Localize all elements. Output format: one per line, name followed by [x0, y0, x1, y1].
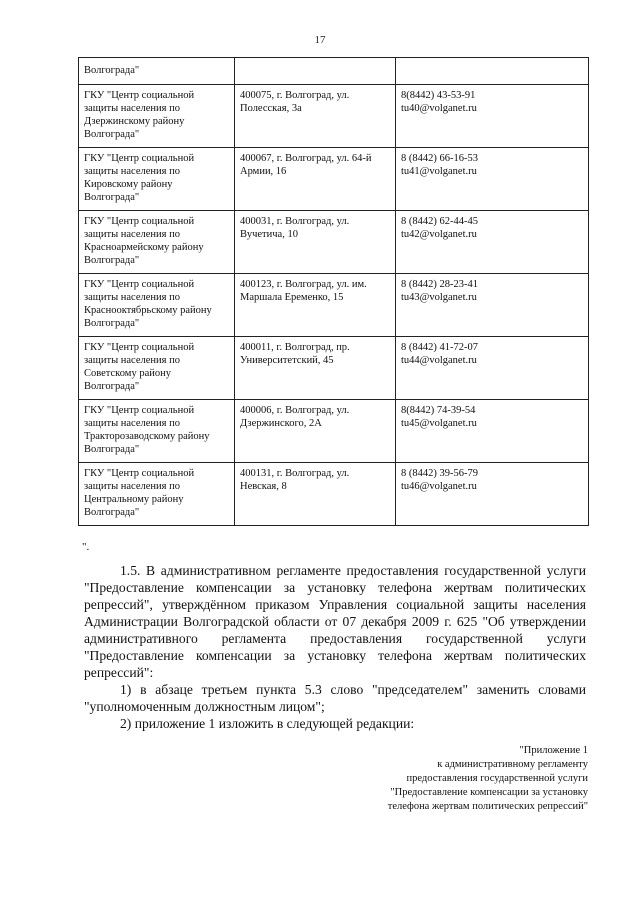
name-line: Волгограда": [84, 255, 140, 266]
table-row: [79, 274, 589, 337]
table-row: [79, 211, 589, 274]
table-row: [79, 337, 589, 400]
table-cell-name: [79, 463, 235, 526]
table-cell-address: [235, 58, 396, 85]
name-line: Красноармейскому району: [84, 242, 204, 253]
name-line: защиты населения по: [84, 355, 180, 366]
appendix-line: "Приложение 1: [519, 745, 588, 756]
body-text: [84, 562, 586, 732]
table-cell-name: [79, 274, 235, 337]
table-cell-address: [235, 400, 396, 463]
email-address: tu42@volganet.ru: [401, 229, 477, 240]
table-row: [79, 85, 589, 148]
table-cell-address: [235, 337, 396, 400]
phone-number: 8 (8442) 62-44-45: [401, 216, 478, 227]
name-line: защиты населения по: [84, 229, 180, 240]
table-cell-contacts: [396, 85, 589, 148]
page-number: 17: [314, 34, 326, 46]
name-line: Дзержинскому району: [84, 116, 185, 127]
paragraph-item-2: 2) приложение 1 изложить в следующей редакции:: [120, 716, 415, 731]
phone-number: 8 (8442) 39-56-79: [401, 468, 478, 479]
address-line: Вучетича, 10: [240, 229, 298, 240]
address-line: Полесская, 3а: [240, 103, 302, 114]
email-address: tu40@volganet.ru: [401, 103, 477, 114]
table-cell-name: [79, 400, 235, 463]
name-line: Волгограда": [84, 444, 140, 455]
table-cell-contacts: [396, 211, 589, 274]
address-line: 400075, г. Волгоград, ул.: [240, 90, 350, 101]
table-cell-contacts: [396, 400, 589, 463]
email-address: tu45@volganet.ru: [401, 418, 477, 429]
appendix-line: "Предоставление компенсации за установку: [390, 787, 588, 798]
appendix-header: [388, 744, 588, 814]
name-line: ГКУ "Центр социальной: [84, 153, 195, 164]
table-row: [79, 400, 589, 463]
name-line: ГКУ "Центр социальной: [84, 342, 195, 353]
name-line: защиты населения по: [84, 292, 180, 303]
name-line: Центральному району: [84, 494, 184, 505]
address-line: Университетский, 45: [240, 355, 334, 366]
name-line: Волгограда": [84, 507, 140, 518]
address-line: Армии, 16: [240, 166, 287, 177]
email-address: tu43@volganet.ru: [401, 292, 477, 303]
paragraph-1-5: 1.5. В административном регламенте предоставления государственной услуги "Предоставление компенсации за установку телефона жертвам политических репрессий", утверждённом приказом Управления социальной защиты населения Администрации Волгоградской области от 07 декабря 2009 г. 625 "Об утверждении административного регламента предоставления государственной услуги "Предоставление компенсации за установку телефона жертвам политических репрессий":: [84, 563, 586, 680]
table-cell-name: [79, 85, 235, 148]
table-cell-contacts: [396, 337, 589, 400]
table-row: [79, 463, 589, 526]
contacts-table: [78, 57, 589, 526]
appendix-line: предоставления государственной услуги: [406, 773, 588, 784]
address-line: Маршала Еременко, 15: [240, 292, 344, 303]
address-line: 400031, г. Волгоград, ул.: [240, 216, 350, 227]
address-line: 400131, г. Волгоград, ул.: [240, 468, 350, 479]
name-line: Советскому району: [84, 368, 171, 379]
table-row: [79, 58, 589, 85]
table-cell-name: [79, 211, 235, 274]
table-cell-contacts: [396, 463, 589, 526]
address-line: 400006, г. Волгоград, ул.: [240, 405, 350, 416]
name-line: ГКУ "Центр социальной: [84, 405, 195, 416]
table-row: [79, 148, 589, 211]
name-line: Волгограда": [84, 381, 140, 392]
table-cell-contacts: [396, 148, 589, 211]
phone-number: 8 (8442) 66-16-53: [401, 153, 478, 164]
name-line: Волгограда": [84, 192, 140, 203]
name-line: ГКУ "Центр социальной: [84, 468, 195, 479]
table-cell-address: [235, 85, 396, 148]
table-cell-address: [235, 274, 396, 337]
table-cell-name: [79, 148, 235, 211]
name-line: защиты населения по: [84, 166, 180, 177]
name-line: защиты населения по: [84, 418, 180, 429]
name-line: ГКУ "Центр социальной: [84, 279, 195, 290]
closing-quote: ".: [82, 541, 90, 553]
name-line: ГКУ "Центр социальной: [84, 90, 195, 101]
name-line: Краснооктябрьскому району: [84, 305, 212, 316]
name-line: Волгограда": [84, 318, 140, 329]
table-cell-address: [235, 463, 396, 526]
name-line: Кировскому району: [84, 179, 173, 190]
table-cell-name: [79, 337, 235, 400]
table-cell-contacts: [396, 274, 589, 337]
appendix-line: телефона жертвам политических репрессий": [387, 801, 588, 812]
phone-number: 8(8442) 43-53-91: [401, 90, 476, 101]
table-cell-name: Волгограда": [79, 58, 235, 85]
name-line: защиты населения по: [84, 103, 180, 114]
table-cell-contacts: [396, 58, 589, 85]
email-address: tu44@volganet.ru: [401, 355, 477, 366]
table-cell-address: [235, 211, 396, 274]
address-line: 400011, г. Волгоград, пр.: [240, 342, 350, 353]
phone-number: 8(8442) 74-39-54: [401, 405, 476, 416]
address-line: 400123, г. Волгоград, ул. им.: [240, 279, 367, 290]
paragraph-item-1: 1) в абзаце третьем пункта 5.3 слово "председателем" заменить словами "уполномоченным должностным лицом";: [84, 682, 586, 714]
appendix-line: к административному регламенту: [437, 759, 588, 770]
phone-number: 8 (8442) 28-23-41: [401, 279, 478, 290]
table-cell-address: [235, 148, 396, 211]
address-line: Дзержинского, 2А: [240, 418, 322, 429]
name-line: ГКУ "Центр социальной: [84, 216, 195, 227]
email-address: tu46@volganet.ru: [401, 481, 477, 492]
address-line: 400067, г. Волгоград, ул. 64-й: [240, 153, 372, 164]
address-line: Невская, 8: [240, 481, 287, 492]
name-line: Тракторозаводскому району: [84, 431, 210, 442]
name-line: защиты населения по: [84, 481, 180, 492]
email-address: tu41@volganet.ru: [401, 166, 477, 177]
name-line: Волгограда": [84, 129, 140, 140]
phone-number: 8 (8442) 41-72-07: [401, 342, 478, 353]
